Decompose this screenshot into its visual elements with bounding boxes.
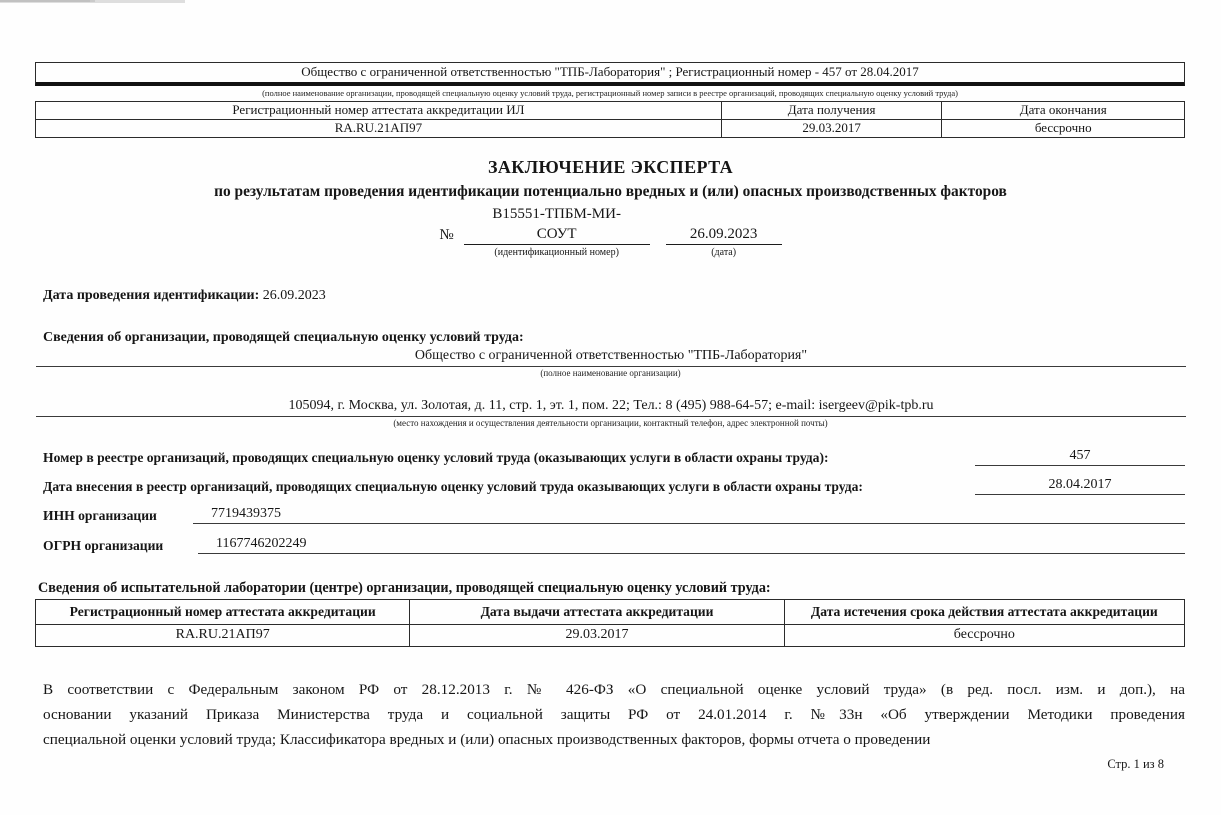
inn-value: 7719439375 [193, 506, 1185, 524]
ogrn-value: 1167746202249 [198, 536, 1185, 554]
document-title: ЗАКЛЮЧЕНИЕ ЭКСПЕРТА [487, 157, 733, 177]
ogrn-label: ОГРН организации [43, 538, 164, 553]
identification-number-caption: (идентификационный номер) [494, 247, 619, 258]
organization-section-heading: Сведения об организации, проводящей специальную оценку условий труда: [43, 330, 524, 345]
accreditation-grid [35, 101, 1185, 138]
body-line-2: основании указаний Приказа Министерства труда и социальной защиты РФ от 24.01.2014 г. №33н «Об утверждении Методики проведения [43, 706, 1185, 723]
registry-date-value: 28.04.2017 [975, 477, 1185, 495]
organization-address-value: 105094, г. Москва, ул. Золотая, д. 11, стр. 1, эт. 1, пом. 22; Тел.: 8 (495) 988-64-57; e-mail: isergeev@pik-tpb.ru [36, 398, 1186, 417]
document-date-caption: (дата) [711, 247, 737, 258]
identification-date-label: Дата проведения идентификации: [43, 288, 260, 303]
accreditation-header-table [35, 62, 1185, 138]
document-subtitle: по результатам проведения идентификации потенциально вредных и (или) опасных производственных факторов [214, 183, 1007, 200]
document-date-value: 26.09.2023 [666, 224, 782, 245]
organization-address-caption: (место нахождения и осуществления деятельности организации, контактный телефон, адрес электронной почты) [393, 418, 828, 428]
end-date-value: бессрочно [941, 120, 1184, 137]
registry-date-label: Дата внесения в реестр организаций, проводящих специальную оценку условий труда оказывающих услуги в области охраны труда: [43, 479, 863, 494]
identification-number-field [464, 205, 650, 259]
accreditation-number-value: RA.RU.21АП97 [334, 120, 423, 135]
body-paragraph [43, 677, 1185, 752]
organization-name-caption: (полное наименование организации) [540, 368, 681, 378]
page-indicator: Стр. 1 из 8 [1107, 757, 1164, 771]
inn-label: ИНН организации [43, 508, 157, 523]
scan-artifact [0, 0, 185, 3]
inn-row [43, 506, 1185, 524]
laboratory-section-heading: Сведения об испытательной лаборатории (центре) организации, проводящей специальную оценку условий труда: [38, 580, 771, 596]
lab-issue-date-value: 29.03.2017 [409, 625, 783, 646]
lab-expiry-date-value: бессрочно [784, 625, 1184, 646]
identification-date-value: 26.09.2023 [262, 288, 326, 303]
lab-expiry-date-header: Дата истечения срока действия аттестата аккредитации [784, 600, 1184, 625]
receipt-date-header: Дата получения [721, 102, 942, 120]
ogrn-row [43, 536, 1185, 554]
receipt-date-value: 29.03.2017 [721, 120, 942, 137]
body-line-3: специальной оценки условий труда; Классификатора вредных и (или) опасных производственных факторов, формы отчета о проведении [43, 731, 931, 748]
identification-date-row [43, 288, 1185, 304]
registry-date-row [43, 477, 1185, 495]
body-line-1: В соответствии с Федеральным законом РФ от 28.12.2013 г. № 426-ФЗ «О специальной оценке условий труда» (в ред. посл. изм. и доп.), на [43, 681, 1185, 698]
organization-line-caption: (полное наименование организации, проводящей специальную оценку условий труда, регистрационный номер записи в реестре организаций, проводящих специальную оценку условий труда) [262, 88, 958, 98]
laboratory-table [35, 599, 1185, 647]
lab-issue-date-header: Дата выдачи аттестата аккредитации [409, 600, 783, 625]
organization-registration-line: Общество с ограниченной ответственностью "ТПБ-Лаборатория" ; Регистрационный номер - 457 от 28.04.2017 [35, 62, 1185, 86]
identification-number-line1: В15551-ТПБМ-МИ- [492, 206, 621, 222]
lab-accreditation-number-header: Регистрационный номер аттестата аккредитации [36, 600, 409, 625]
document-number-block [0, 205, 1221, 259]
lab-accreditation-number-value: RA.RU.21АП97 [175, 627, 270, 642]
registry-number-label: Номер в реестре организаций, проводящих специальную оценку условий труда (оказывающих услуги в области охраны труда): [43, 450, 829, 465]
number-sign: № [439, 227, 454, 243]
document-date-field [666, 224, 782, 259]
number-block-spacer [650, 205, 666, 259]
identification-number-line2: СОУТ [464, 224, 650, 245]
registry-number-row [43, 448, 1185, 466]
registry-number-value: 457 [975, 448, 1185, 466]
end-date-header: Дата окончания [941, 102, 1184, 120]
accreditation-number-header: Регистрационный номер аттестата аккредитации ИЛ [36, 102, 721, 120]
organization-name-value: Общество с ограниченной ответственностью "ТПБ-Лаборатория" [36, 348, 1186, 367]
